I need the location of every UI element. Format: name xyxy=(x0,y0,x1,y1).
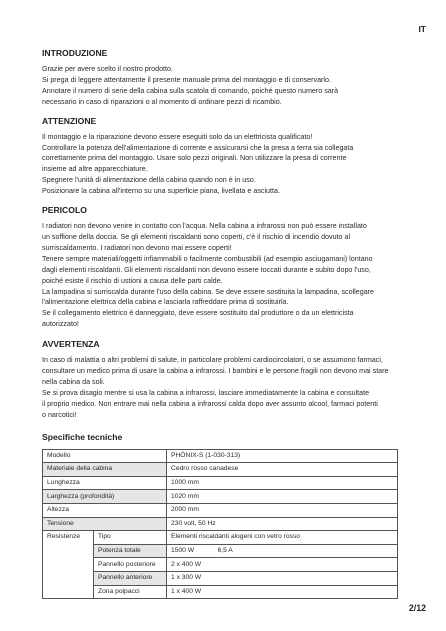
text-line: Si prega di leggere attentamente il presente manuale prima del montaggio e di conservarlo. xyxy=(42,75,331,84)
text-line: l'alimentazione elettrica della cabina e lasciarla raffreddare prima di sostituirla. xyxy=(42,298,289,307)
page-number: 2/12 xyxy=(408,603,426,613)
text-line: Grazie per avere scelto il nostro prodotto. xyxy=(42,65,173,73)
section-avvertenza xyxy=(42,339,402,420)
table-row xyxy=(43,503,398,517)
spec-value: 230 volt, 50 Hz xyxy=(167,517,398,531)
table-row xyxy=(43,558,398,572)
text-line: Controllare la potenza dell'alimentazione di corrente e assicurarsi che la presa a terra sia collegata xyxy=(42,143,354,152)
spec-sublabel: Potenza totale xyxy=(94,544,167,558)
spec-label: Modello xyxy=(43,449,167,463)
text-line: I radiatori non devono venire in contatto con l'acqua. Nella cabina a infrarossi non può essere installato xyxy=(42,222,367,231)
spec-sublabel: Pannello anteriore xyxy=(94,571,167,585)
language-code: IT xyxy=(418,24,426,34)
text-line: consultare un medico prima di usare la cabina a infrarossi. I bambini e le persone fragili non devono mai stare xyxy=(42,367,389,376)
section-attenzione xyxy=(42,116,402,197)
text-line: In caso di malattia o altri problemi di salute, in particolare problemi cardiocircolatori, o se assumono farmaci, xyxy=(42,356,383,365)
spec-sublabel: Pannello posteriore xyxy=(94,558,167,572)
section-introduzione xyxy=(42,48,402,108)
spec-label: Altezza xyxy=(43,503,167,517)
table-row xyxy=(43,490,398,504)
spec-value: Elementi riscaldanti alogeni con vetro rosso xyxy=(167,531,398,545)
spec-value-secondary: 6,5 A xyxy=(214,544,398,558)
spec-label: Tensione xyxy=(43,517,167,531)
table-row xyxy=(43,517,398,531)
text-line: Posizionare la cabina all'interno su una superficie piana, livellata e asciutta. xyxy=(42,187,280,196)
spec-value: PHÖNIX-S (1-030-313) xyxy=(167,449,398,463)
spec-label: Larghezza (profondità) xyxy=(43,490,167,504)
spec-label: Materiale della cabina xyxy=(43,463,167,477)
table-row xyxy=(43,531,398,545)
text-line: dagli elementi riscaldanti. Gli elementi riscaldanti non devono essere toccati durante e subito dopo l'uso, xyxy=(42,265,371,274)
section-pericolo xyxy=(42,205,402,330)
spec-label: Lunghezza xyxy=(43,476,167,490)
spec-value: 2000 mm xyxy=(167,503,398,517)
heading-pericolo: PERICOLO xyxy=(42,205,87,216)
text-line: poiché esiste il rischio di ustioni a causa delle parti calde. xyxy=(42,276,223,285)
text-line: Spegnere l'unità di alimentazione della cabina quando non è in uso. xyxy=(42,176,256,185)
text-line: correttamente prima del montaggio. Usare solo pezzi originali. Non utilizzare la presa di corrente xyxy=(42,154,347,163)
table-row xyxy=(43,585,398,599)
spec-value: 1500 W xyxy=(167,544,214,558)
attenzione-text xyxy=(42,132,402,197)
spec-value: 2 x 400 W xyxy=(167,558,398,572)
spec-value: 1 x 300 W xyxy=(167,571,398,585)
heading-avvertenza: AVVERTENZA xyxy=(42,339,100,350)
text-line: necessario in caso di riparazioni o al momento di ordinare pezzi di ricambio. xyxy=(42,97,282,106)
text-line: Tenere sempre materiali/oggetti infiammabili o facilmente combustibili (ad esempio asciugamani) lontano xyxy=(42,254,373,263)
spec-value: 1000 mm xyxy=(167,476,398,490)
text-line: nella cabina da soli. xyxy=(42,377,105,386)
section-specifiche xyxy=(42,432,402,600)
table-row xyxy=(43,476,398,490)
text-line: un soffione della doccia. Se gli elementi riscaldanti sono coperti, c'è il rischio di incendio dovuto al xyxy=(42,232,351,241)
pericolo-text xyxy=(42,221,402,330)
text-line: surriscaldamento. I radiatori non devono mai essere coperti! xyxy=(42,243,232,252)
spec-value: Cedro rosso canadese xyxy=(167,463,398,477)
spec-sublabel: Tipo xyxy=(94,531,167,545)
specs-table xyxy=(42,449,398,600)
spec-value: 1 x 400 W xyxy=(167,585,398,599)
heading-attenzione: ATTENZIONE xyxy=(42,115,97,126)
table-row xyxy=(43,463,398,477)
text-line: Annotare il numero di serie della cabina sulla scatola di comando, poiché questo numero sarà xyxy=(42,86,339,95)
spec-sublabel: Zona polpacci xyxy=(94,585,167,599)
text-line: il proprio medico. Non entrare mai nella cabina a infrarossi calda dopo aver assunto alcool, farmaci potenti xyxy=(42,399,378,408)
table-row xyxy=(43,544,398,558)
avvertenza-text xyxy=(42,355,402,420)
intro-text xyxy=(42,64,402,108)
spec-value: 1020 mm xyxy=(167,490,398,504)
heading-introduzione: INTRODUZIONE xyxy=(42,48,108,58)
table-row xyxy=(43,571,398,585)
text-line: insieme ad altre apparecchiature. xyxy=(42,165,148,174)
heading-specifiche: Specifiche tecniche xyxy=(42,431,123,442)
text-line: Se si prova disagio mentre si usa la cabina a infrarossi, lasciare immediatamente la cabina e consultate xyxy=(42,388,370,397)
text-line: Il montaggio e la riparazione devono essere eseguiti solo da un elettricista qualificato! xyxy=(42,132,313,141)
spec-group-label: Resistenze xyxy=(43,531,94,599)
text-line: autorizzato! xyxy=(42,320,79,329)
text-line: La lampadina si surriscalda durante l'uso della cabina. Se deve essere sostituita la lampadina, scollegare xyxy=(42,287,375,296)
table-row xyxy=(43,449,398,463)
page-content xyxy=(42,48,402,599)
text-line: o narcotici! xyxy=(42,410,77,419)
text-line: Se il collegamento elettrico è danneggiato, deve essere sostituito dal produttore o da un elettricista xyxy=(42,309,354,318)
